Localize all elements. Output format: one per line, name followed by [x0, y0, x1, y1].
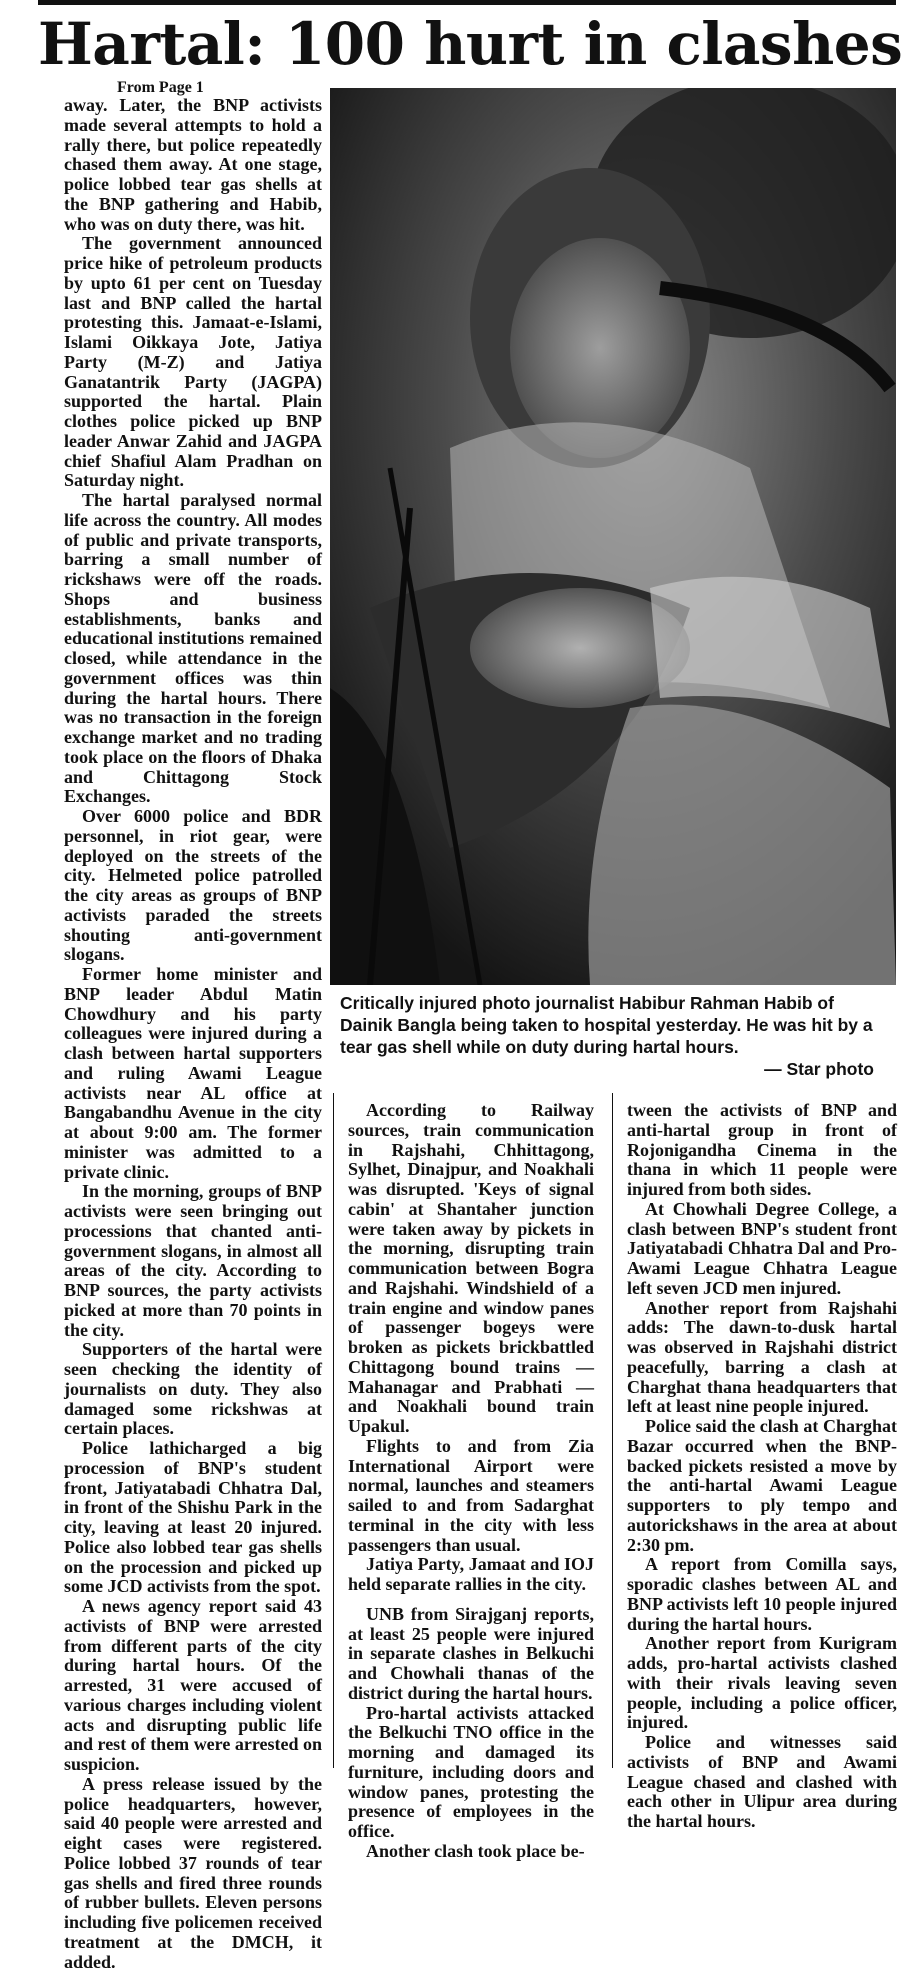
paragraph: A news agency report said 43 activists of BNP were arrested from different parts of the city during hartal hours. Of the arrested, 31 were accused of various charges including violent acts and disrupting public life and rest of them were arrested on suspicion. [64, 1596, 322, 1774]
article-column-2 [348, 1101, 594, 1862]
paragraph: Police and witnesses said activists of BNP and Awami League chased and clashed with each other in Ulipur area during the hartal hours. [627, 1732, 897, 1831]
paragraph: Flights to and from Zia International Airport were normal, launches and steamers sailed to and from Sadarghat terminal in the city with less passengers than usual. [348, 1435, 594, 1555]
article-column-3 [627, 1101, 897, 1832]
paragraph: The hartal paralysed normal life across the country. All modes of public and private transports, barring a small number of rickshaws were off the roads. Shops and business establishments, banks and educational institutions remained closed, while attendance in the government offices was thin during the hartal hours. There was no transaction in the foreign exchange market and no trading took place on the floors of Dhaka and Chittagong Stock Exchanges. [64, 490, 322, 807]
photo-credit: — Star photo [764, 1059, 874, 1079]
photo-caption [340, 992, 890, 1058]
paragraph: At Chowhali Degree College, a clash between BNP's student front Jatiyatabadi Chhatra Dal and Pro-Awami League Chhatra League left seven JCD men injured. [627, 1198, 897, 1298]
column-divider [612, 1093, 613, 1768]
top-rule [38, 0, 896, 5]
paragraph: Police lathicharged a big procession of BNP's student front, Jatiyatabadi Chhatra Dal, in front of the Shishu Park in the city, leaving at least 20 injured. Police also lobbed tear gas shells on the procession and picked up some JCD activists from the spot. [64, 1438, 322, 1597]
paragraph: Supporters of the hartal were seen checking the identity of journalists on duty. They also damaged some rickshwas at certain places. [64, 1339, 322, 1439]
paragraph: away. Later, the BNP activists made several attempts to hold a rally there, but police repeatedly chased them away. At one stage, police lobbed tear gas shells at the BNP gathering and Habib, who was on duty there, was hit. [64, 95, 322, 234]
caption-text: Critically injured photo journalist Habibur Rahman Habib of Dainik Bangla being taken to hospital yesterday. He was hit by a tear gas shell while on duty during hartal hours. [340, 993, 873, 1057]
paragraph: Pro-hartal activists attacked the Belkuchi TNO office in the morning and damaged its furniture, including doors and window panes, protesting the presence of employees in the office. [348, 1702, 594, 1841]
column-divider [333, 1093, 334, 1768]
paragraph: According to Railway sources, train communication in Rajshahi, Chhittagong, Sylhet, Dinajpur, and Noakhali was disrupted. 'Keys of signal cabin' at Shantaher junction were taken away by pickets in the morning, disrupting train communication between Bogra and Rajshahi. Windshield of a train engine and window panes of passenger bogeys were broken as pickets brickbattled Chittagong bound trains — Mahanagar and Prabhati — and Noakhali bound train Upakul. [348, 1100, 594, 1436]
paragraph: Over 6000 police and BDR personnel, in riot gear, were deployed on the streets of the city. Helmeted police patrolled the city areas as groups of BNP activists paraded the streets shouting anti-government slogans. [64, 806, 322, 965]
paragraph: Police said the clash at Charghat Bazar occurred when the BNP-backed pickets resisted a move by the anti-hartal Awami League supporters to ply tempo and autorickshaws in the area at about 2:30 pm. [627, 1416, 897, 1555]
continued-from-label: From Page 1 [117, 79, 204, 96]
paragraph: Jatiya Party, Jamaat and IOJ held separate rallies in the city. [348, 1554, 594, 1594]
paragraph: Another clash took place be- [366, 1840, 585, 1861]
headline: Hartal: 100 hurt in clashes [38, 10, 903, 78]
paragraph: A report from Comilla says, sporadic clashes between AL and BNP activists left 10 people injured during the hartal hours. [627, 1554, 897, 1634]
paragraph: UNB from Sirajganj reports, at least 25 people were injured in separate clashes in Belkuchi and Chowhali thanas of the district during the hartal hours. [348, 1603, 594, 1703]
paragraph: tween the activists of BNP and anti-hartal group in front of Rojonigandha Cinema in the thana in which 11 people were injured from both sides. [627, 1100, 897, 1199]
news-photo [330, 88, 896, 985]
paragraph: Former home minister and BNP leader Abdul Matin Chowdhury and his party colleagues were injured during a clash between hartal supporters and ruling Awami League activists near AL office at Bangabandhu Avenue in the city at about 9:00 am. The former minister was admitted to a private clinic. [64, 964, 322, 1182]
article-column-1 [64, 96, 322, 1972]
paragraph: In the morning, groups of BNP activists were seen bringing out processions that chanted anti-government slogans, in almost all areas of the city. According to BNP sources, the party activists picked at more than 70 points in the city. [64, 1181, 322, 1340]
paragraph: Another report from Rajshahi adds: The dawn-to-dusk hartal was observed in Rajshahi district peacefully, barring a clash at Charghat thana headquarters that left at least nine people injured. [627, 1297, 897, 1417]
paragraph: Another report from Kurigram adds, pro-hartal activists clashed with their rivals leaving seven people, including a police officer, injured. [627, 1633, 897, 1733]
paragraph: A press release issued by the police headquarters, however, said 40 people were arrested and eight cases were registered. Police lobbed 37 rounds of tear gas shells and fired three rounds of rubber bullets. Eleven persons including five policemen received treatment at the DMCH, it added. [64, 1773, 322, 1972]
photo-journalist-image [330, 88, 896, 985]
paragraph: The government announced price hike of petroleum products by upto 61 per cent on Tuesday last and BNP called the hartal protesting this. Jamaat-e-Islami, Islami Oikkaya Jote, Jatiya Party (M-Z) and Jatiya Ganatantrik Party (JAGPA) supported the hartal. Plain clothes police picked up BNP leader Anwar Zahid and JAGPA chief Shafiul Alam Pradhan on Saturday night. [64, 233, 322, 491]
